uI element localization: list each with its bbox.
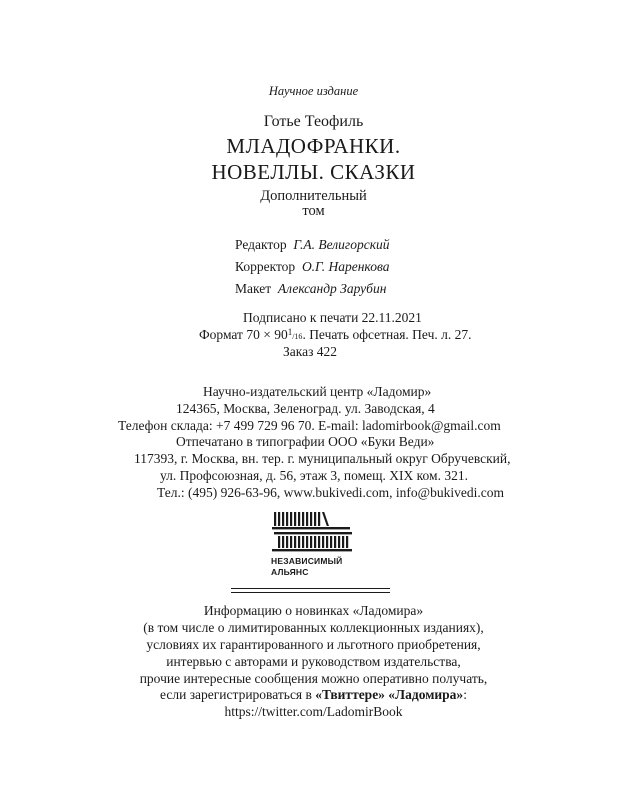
credit-layout	[235, 281, 386, 297]
info-line-4: интервью с авторами и руководством издательства,	[166, 654, 461, 669]
credit-role: Корректор	[235, 259, 296, 274]
author-name: Готье Теофиль	[263, 113, 364, 130]
info-line-6-suffix: :	[463, 687, 467, 702]
twitter-url-link[interactable]: https://twitter.com/LadomirBook	[224, 704, 403, 719]
credit-editor	[235, 237, 390, 253]
printer-address-1: 117393, г. Москва, вн. тер. г. муниципальный округ Обручевский,	[134, 451, 511, 466]
publisher-address: 124365, Москва, Зеленоград. ул. Заводская, 4	[176, 401, 435, 416]
divider-line	[231, 588, 390, 589]
printer-name: Отпечатано в типографии ООО «Буки Веди»	[176, 434, 435, 449]
format-suffix: . Печать офсетная. Печ. л. 27.	[302, 327, 472, 342]
info-line-5: прочие интересные сообщения можно оперативно получать,	[139, 671, 488, 686]
publisher-name: Научно-издательский центр «Ладомир»	[203, 384, 432, 399]
credit-role: Редактор	[235, 237, 287, 252]
print-format	[199, 327, 471, 343]
logo-text-line-1: НЕЗАВИСИМЫЙ	[271, 556, 343, 566]
credit-proofreader	[235, 259, 389, 275]
subtitle-line-2: том	[302, 203, 325, 219]
info-line-3: условиях их гарантированного и льготного приобретения,	[146, 637, 481, 652]
info-line-6-prefix: если зарегистрироваться в	[160, 687, 316, 702]
divider-line	[231, 592, 390, 593]
credit-name: Г.А. Велигорский	[293, 237, 390, 252]
book-title-line-2: НОВЕЛЛЫ. СКАЗКИ	[211, 160, 416, 184]
format-fraction-denominator: /16	[292, 332, 303, 341]
format-fraction-numerator: 1	[287, 327, 293, 337]
publisher-contacts: Телефон склада: +7 499 729 96 70. E-mail: ladomirbook@gmail.com	[118, 418, 501, 433]
series-label: Научное издание	[268, 84, 359, 98]
logo-text-line-2: АЛЬЯНС	[271, 567, 309, 577]
printer-address-2: ул. Профсоюзная, д. 56, этаж 3, помещ. XIX ком. 321.	[160, 468, 468, 483]
print-signed-date: Подписано к печати 22.11.2021	[243, 310, 422, 325]
info-line-2: (в том числе о лимитированных коллекционных изданиях),	[143, 620, 484, 635]
twitter-ladomir-label: «Твиттере» «Ладомира»	[315, 687, 464, 702]
credit-role: Макет	[235, 281, 272, 296]
printer-contacts: Тел.: (495) 926-63-96, www.bukivedi.com, info@bukivedi.com	[157, 485, 504, 500]
book-title-line-1: МЛАДОФРАНКИ.	[226, 134, 401, 158]
subtitle-line-1: Дополнительный	[260, 188, 367, 204]
credit-name: О.Г. Наренкова	[301, 259, 390, 274]
credit-name: Александр Зарубин	[277, 281, 387, 296]
info-line-1: Информацию о новинках «Ладомира»	[203, 603, 424, 618]
format-prefix: Формат 70 × 90	[199, 327, 288, 342]
order-number: Заказ 422	[283, 344, 338, 359]
info-line-6	[0, 687, 627, 703]
